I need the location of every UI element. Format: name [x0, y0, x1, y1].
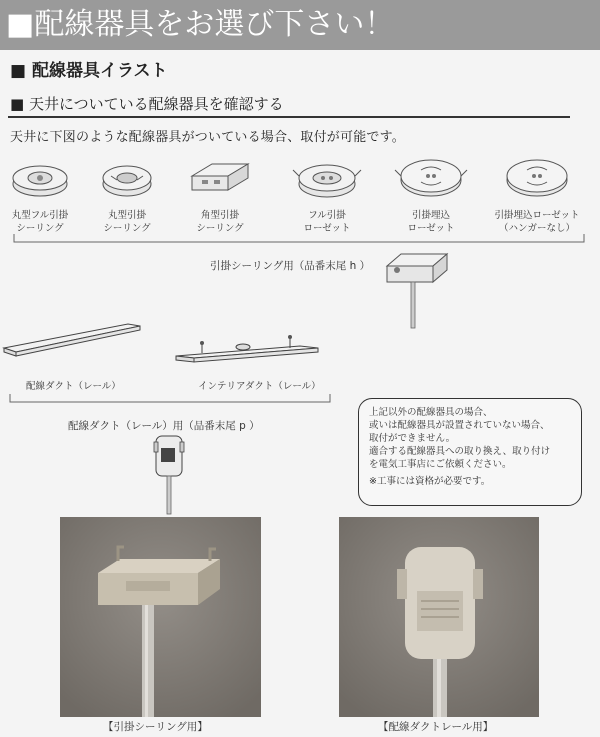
section-title: ■ 配線器具イラスト [10, 61, 168, 81]
page-banner: ■配線器具をお選び下さい！ [0, 0, 600, 50]
round-ceiling-icon [103, 166, 151, 196]
notice-box: 上記以外の配線器具の場合、 或いは配線器具が設置されていない場合、 取付ができません。 適合する配線器具への取り換え、取り付け を電気工事店にご依頼ください。 ※工事には資格が必要です。 [358, 398, 582, 506]
rail-plug-icon [150, 432, 190, 514]
left-photo-caption: 【引掛シーリング用】 [103, 721, 208, 733]
fixture-label: 角型引掛 シーリング [196, 210, 244, 234]
bracket-line [0, 234, 600, 254]
ceiling-type-label: 引掛シーリング用（品番末尾 h ） [210, 260, 371, 272]
ceiling-plug-icon [385, 248, 455, 328]
fixture-label: 引掛埋込 ローゼット [407, 210, 455, 234]
embedded-rosette-nohanger-icon [507, 160, 567, 196]
fixture-illustrations [0, 148, 600, 208]
rail-left-label: 配線ダクト（レール） [26, 381, 121, 392]
wiring-duct-rail-icon [4, 324, 140, 356]
rail-type-label: 配線ダクト（レール）用（品番末尾 p ） [68, 420, 260, 432]
rail-illustrations [0, 318, 340, 378]
rail-plug-photo-image [339, 517, 539, 717]
section-subtitle: ■ 天井についている配線器具を確認する [10, 95, 284, 113]
fixture-label: 丸型フル引掛 シーリング [11, 210, 69, 234]
fixture-label: 引掛埋込ローゼット （ハンガーなし） [494, 210, 580, 234]
fixture-label: 丸型引掛 シーリング [103, 210, 151, 234]
interior-duct-rail-icon [176, 335, 318, 362]
intro-text: 天井に下図のような配線器具がついている場合、取付が可能です。 [10, 130, 405, 145]
square-ceiling-icon [192, 164, 248, 190]
ceiling-plug-photo [60, 517, 261, 717]
right-photo-caption: 【配線ダクトレール用】 [378, 721, 494, 733]
ceiling-plug-photo-image [60, 517, 261, 717]
full-rosette-icon [293, 165, 361, 197]
subtitle-underline [8, 116, 570, 118]
rail-right-label: インテリアダクト（レール） [198, 381, 321, 392]
embedded-rosette-icon [395, 160, 467, 196]
rail-bracket-line [0, 394, 340, 410]
rail-plug-photo [339, 517, 539, 717]
fixture-label: フル引掛 ローゼット [303, 210, 351, 234]
round-full-ceiling-icon [13, 166, 67, 196]
